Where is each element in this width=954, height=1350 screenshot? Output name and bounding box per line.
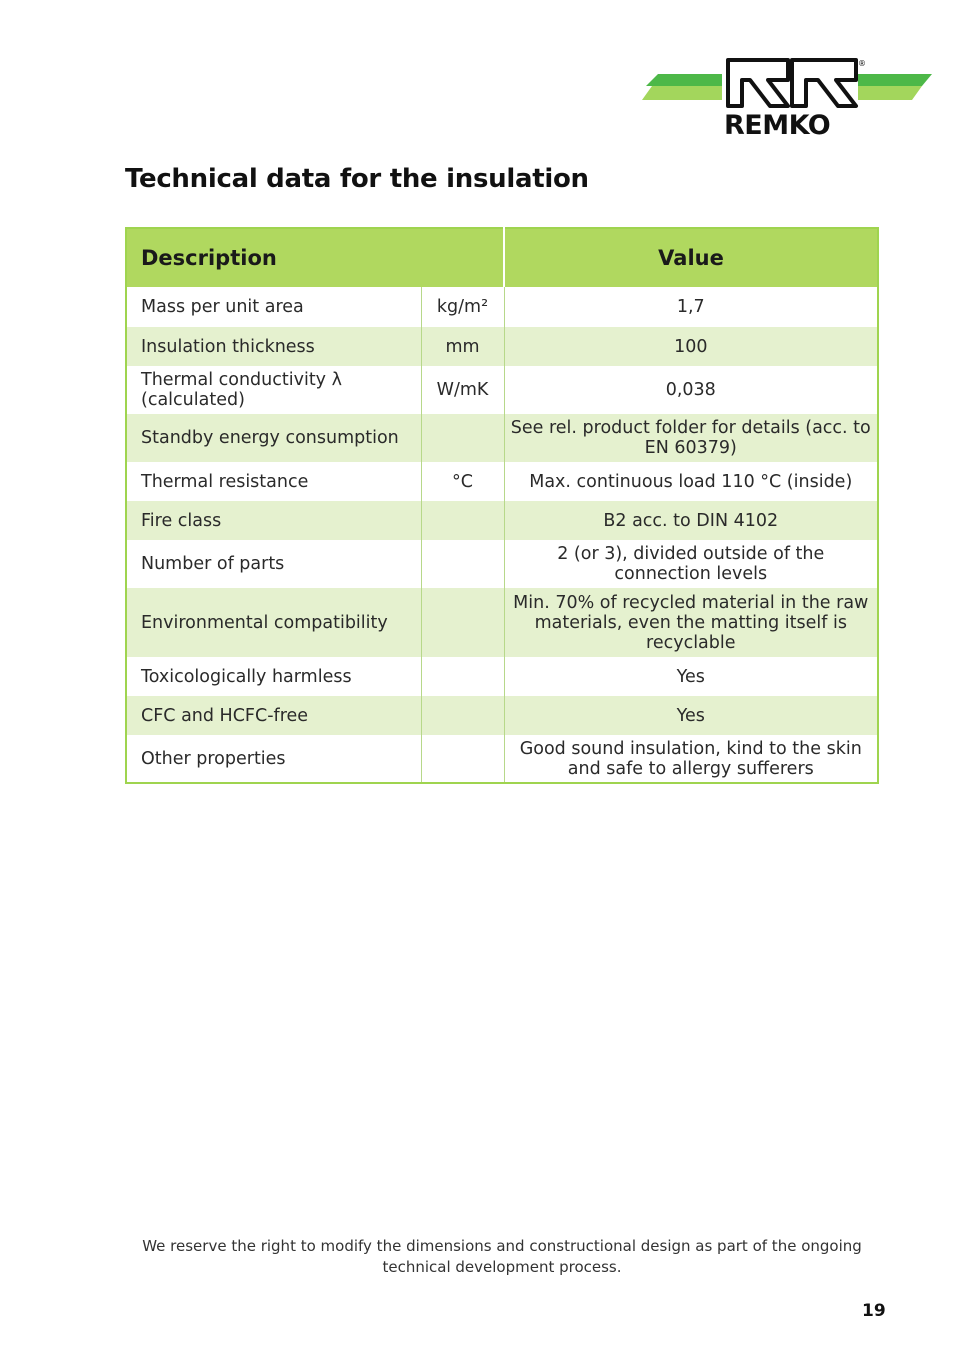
row-description: Insulation thickness — [126, 327, 421, 366]
row-description: Standby energy consumption — [126, 414, 421, 462]
row-unit — [421, 588, 504, 657]
row-value: 100 — [504, 327, 878, 366]
table-row — [126, 588, 878, 657]
row-value: Yes — [504, 696, 878, 735]
registered-mark: ® — [858, 59, 866, 68]
row-description: Mass per unit area — [126, 287, 421, 327]
row-description: Environmental compatibility — [126, 588, 421, 657]
row-unit: mm — [421, 327, 504, 366]
table-row — [126, 414, 878, 462]
table-row — [126, 327, 878, 366]
row-value: See rel. product folder for details (acc. to EN 60379) — [504, 414, 878, 462]
row-description: Fire class — [126, 501, 421, 540]
table-row — [126, 287, 878, 327]
row-value: 2 (or 3), divided outside of the connection levels — [504, 540, 878, 588]
row-value: B2 acc. to DIN 4102 — [504, 501, 878, 540]
row-value: Max. continuous load 110 °C (inside) — [504, 462, 878, 501]
row-value: 0,038 — [504, 366, 878, 414]
row-unit — [421, 696, 504, 735]
row-description: Thermal resistance — [126, 462, 421, 501]
row-unit: kg/m² — [421, 287, 504, 327]
table-row — [126, 657, 878, 696]
table-row — [126, 540, 878, 588]
row-value: Good sound insulation, kind to the skin and safe to allergy sufferers — [504, 735, 878, 783]
row-value: Yes — [504, 657, 878, 696]
row-unit: W/mK — [421, 366, 504, 414]
footer-note: We reserve the right to modify the dimensions and constructional design as part of the ongoing technical development process. — [142, 1237, 862, 1276]
row-unit — [421, 540, 504, 588]
insulation-data-table — [125, 227, 879, 784]
row-unit: °C — [421, 462, 504, 501]
page-number: 19 — [862, 1301, 886, 1321]
header-value: Value — [504, 228, 878, 287]
row-value: Min. 70% of recycled material in the raw materials, even the matting itself is recyclable — [504, 588, 878, 657]
table-row — [126, 462, 878, 501]
table-row — [126, 366, 878, 414]
row-unit — [421, 735, 504, 783]
row-description: Toxicologically harmless — [126, 657, 421, 696]
row-unit — [421, 414, 504, 462]
row-description: CFC and HCFC-free — [126, 696, 421, 735]
row-description: Number of parts — [126, 540, 421, 588]
row-value: 1,7 — [504, 287, 878, 327]
row-description: Thermal conductivity λ (calculated) — [126, 366, 421, 414]
row-unit — [421, 501, 504, 540]
page-title: Technical data for the insulation — [125, 164, 589, 194]
header-description: Description — [126, 228, 504, 287]
row-description: Other properties — [126, 735, 421, 783]
logo-text: REMKO — [724, 110, 831, 141]
table-row — [126, 735, 878, 783]
table-row — [126, 696, 878, 735]
row-unit — [421, 657, 504, 696]
table-header-row — [126, 228, 878, 287]
table-row — [126, 501, 878, 540]
